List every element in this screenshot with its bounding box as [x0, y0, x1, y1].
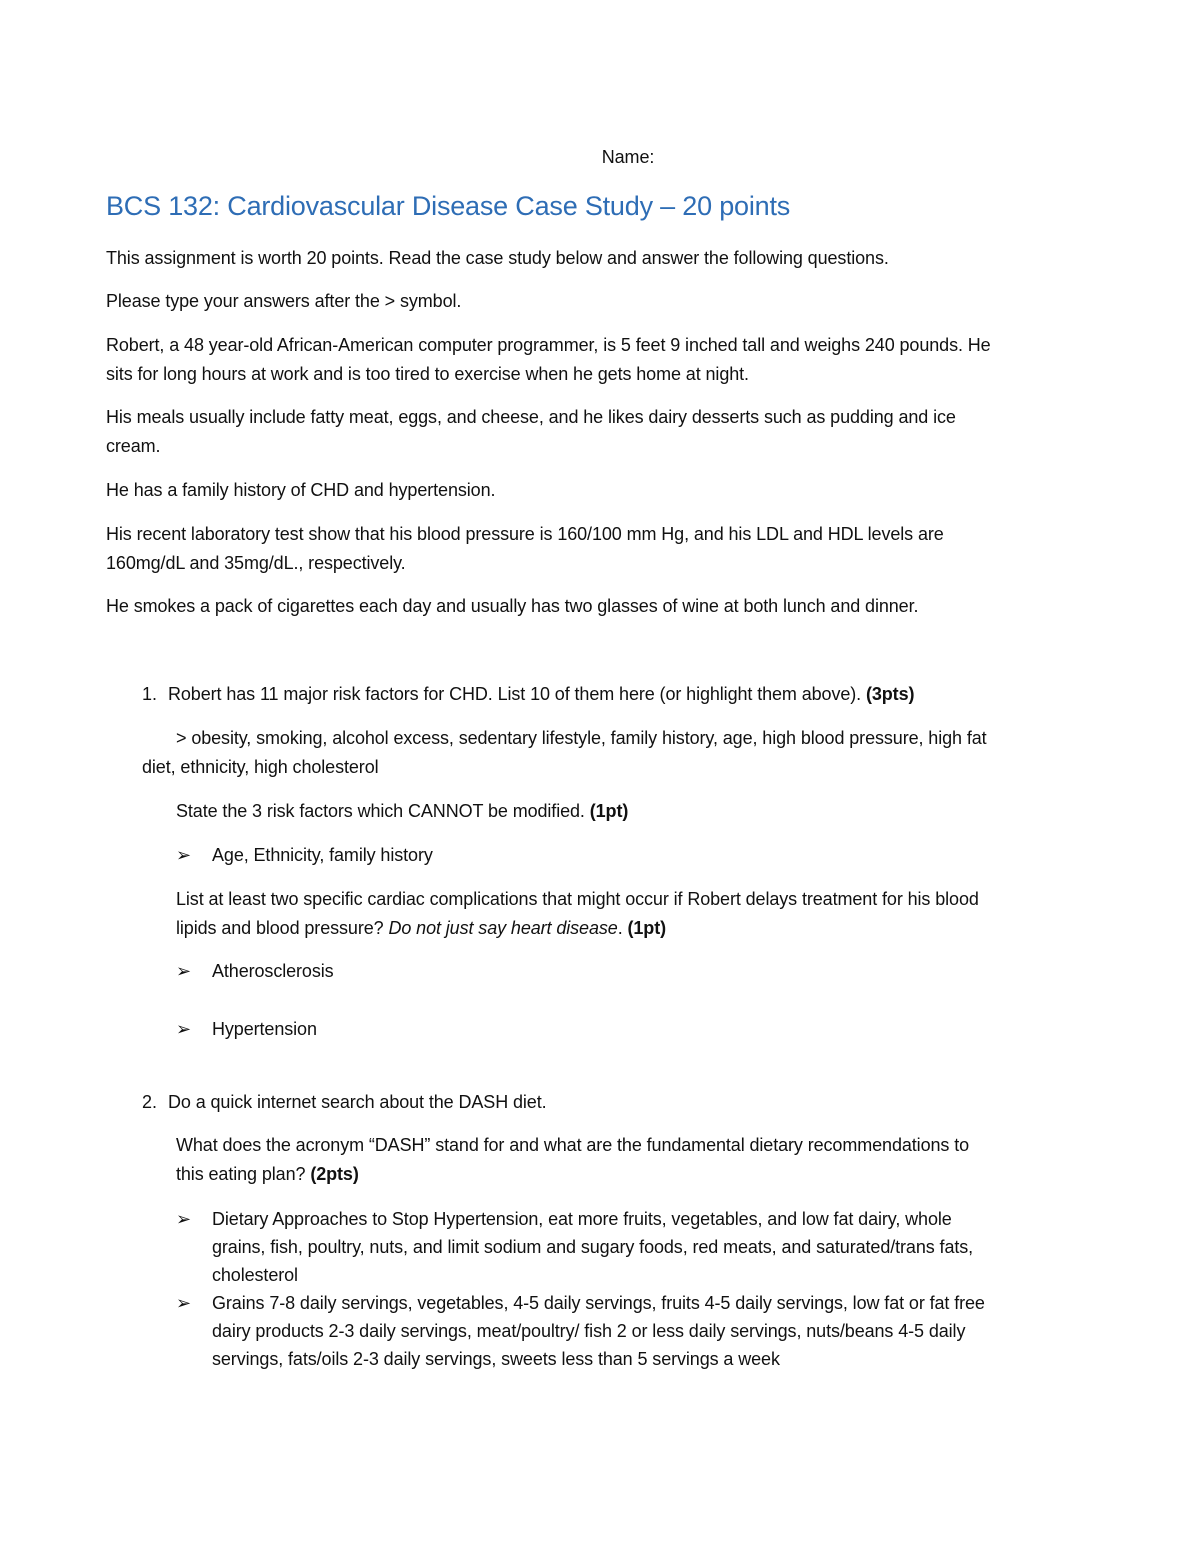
question-2-sub-prompt: this eating plan? — [176, 1164, 311, 1184]
question-1-number: 1. — [142, 684, 158, 704]
name-label: Name: — [601, 147, 655, 167]
question-1-text — [168, 680, 914, 709]
question-2-text: Do a quick internet search about the DASH diet. — [168, 1092, 547, 1112]
question-1-answer-line-1[interactable]: > obesity, smoking, alcohol excess, sedentary lifestyle, family history, age, high blood pressure, high fat — [176, 728, 987, 748]
question-2-sub-points: (2pts) — [310, 1164, 359, 1184]
case-paragraph-1-line-1: Robert, a 48 year-old African-American computer programmer, is 5 feet 9 inched tall and weighs 240 pounds. He — [106, 335, 991, 355]
question-2-answer-2-line-2[interactable]: dairy products 2-3 daily servings, meat/poultry/ fish 2 or less daily servings, nuts/beans 4-5 daily — [212, 1321, 966, 1341]
question-2-answer-1-line-1[interactable]: Dietary Approaches to Stop Hypertension, eat more fruits, vegetables, and low fat dairy, whole — [212, 1209, 952, 1229]
question-2-sub-line-2 — [176, 1160, 359, 1189]
question-1-sub-1-prompt: State the 3 risk factors which CANNOT be modified. — [176, 801, 590, 821]
question-2-answer-1-line-3[interactable]: cholesterol — [212, 1265, 298, 1285]
question-1-sub-2-prompt: lipids and blood pressure? — [176, 918, 389, 938]
question-1-sub-2-answer-2[interactable]: Hypertension — [212, 1019, 317, 1039]
question-1-points: (3pts) — [865, 684, 915, 704]
case-paragraph-3: He has a family history of CHD and hypertension. — [106, 480, 496, 500]
intro-paragraph-2: Please type your answers after the > symbol. — [106, 291, 462, 311]
case-paragraph-4-line-1: His recent laboratory test show that his blood pressure is 160/100 mm Hg, and his LDL and HDL levels are — [106, 524, 944, 544]
question-1-sub-1 — [176, 797, 628, 826]
question-1-prompt: Robert has 11 major risk factors for CHD. List 10 of them here (or highlight them above). — [168, 684, 866, 704]
arrow-bullet-icon: ➢ — [176, 1019, 192, 1040]
document-title: BCS 132: Cardiovascular Disease Case Study – 20 points — [106, 191, 791, 221]
question-1-sub-2-answer-1[interactable]: Atherosclerosis — [212, 961, 334, 981]
question-1-answer-line-2[interactable]: diet, ethnicity, high cholesterol — [142, 757, 379, 777]
arrow-bullet-icon: ➢ — [176, 1209, 192, 1230]
question-1-sub-2-punct: . — [617, 918, 628, 938]
case-paragraph-1-line-2: sits for long hours at work and is too tired to exercise when he gets home at night. — [106, 364, 749, 384]
question-1-sub-2-points: (1pt) — [627, 918, 666, 938]
question-1-sub-1-points: (1pt) — [589, 801, 629, 821]
question-2-answer-2-line-1[interactable]: Grains 7-8 daily servings, vegetables, 4-5 daily servings, fruits 4-5 daily servings, low fat or fat free — [212, 1293, 985, 1313]
case-paragraph-2-line-2: cream. — [106, 436, 161, 456]
question-2-answer-1-line-2[interactable]: grains, fish, poultry, nuts, and limit sodium and sugary foods, red meats, and saturated/trans fats, — [212, 1237, 974, 1257]
arrow-bullet-icon: ➢ — [176, 961, 192, 982]
question-2-sub-line-1: What does the acronym “DASH” stand for and what are the fundamental dietary recommendations to — [176, 1135, 970, 1155]
question-1-sub-2-note: Do not just say heart disease — [388, 918, 618, 938]
question-2-answer-2-line-3[interactable]: servings, fats/oils 2-3 daily servings, sweets less than 5 servings a week — [212, 1349, 780, 1369]
question-1-sub-1-answer[interactable]: Age, Ethnicity, family history — [212, 845, 433, 865]
case-paragraph-4-line-2: 160mg/dL and 35mg/dL., respectively. — [106, 553, 406, 573]
intro-paragraph-1: This assignment is worth 20 points. Read the case study below and answer the following questions. — [106, 248, 889, 268]
question-1-sub-2-line-1: List at least two specific cardiac complications that might occur if Robert delays treatment for his blood — [176, 889, 979, 909]
case-paragraph-2-line-1: His meals usually include fatty meat, eggs, and cheese, and he likes dairy desserts such as pudding and ice — [106, 407, 956, 427]
question-2-number: 2. — [142, 1092, 158, 1112]
question-1-sub-2-line-2 — [176, 914, 666, 943]
arrow-bullet-icon: ➢ — [176, 845, 192, 866]
arrow-bullet-icon: ➢ — [176, 1293, 192, 1314]
case-paragraph-5: He smokes a pack of cigarettes each day and usually has two glasses of wine at both lunch and dinner. — [106, 596, 919, 616]
